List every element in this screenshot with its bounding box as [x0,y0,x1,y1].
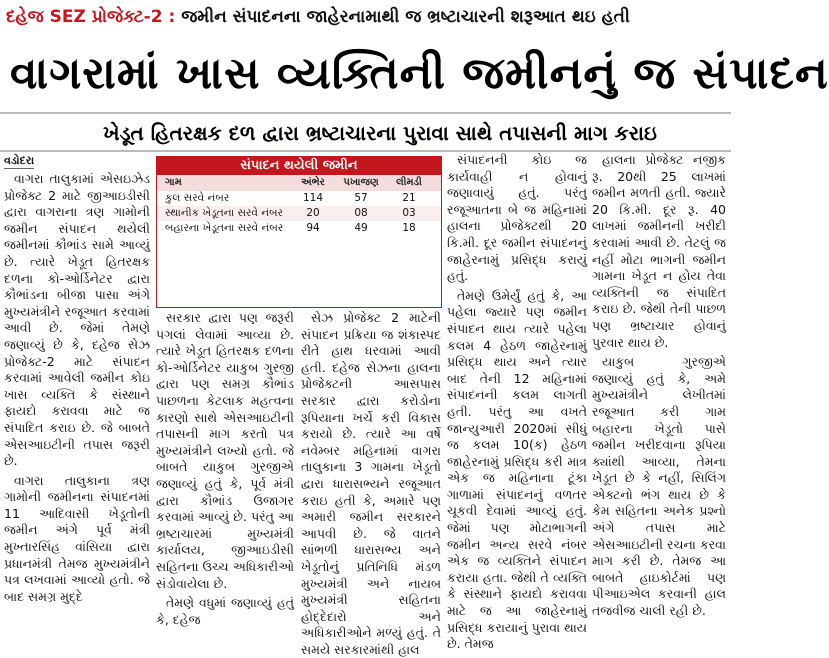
article-column-3 [301,310,441,657]
table-header: ગામ [165,177,182,188]
table-cell: 114 [302,192,324,204]
land-acquisition-table [156,156,442,308]
article-column-4 [447,152,587,652]
table-cell: 21 [402,192,416,204]
kicker-series: દહેજ SEZ પ્રોજેક્ટ-2 : [6,7,176,27]
table-row [157,221,441,236]
headline: વાગરામાં ખાસ વ્યક્તિની જમીનનું જ સંપાદન [10,48,829,99]
table-cell: 49 [354,222,368,234]
paragraph: સંપાદનની કોઇ જ કાર્યવાહી ન હોવાનું જણાવાયું હતું. પરંતુ રજૂઆતના બે જ મહિનામાં હાલના પ્રોજેક્ટથી 20 કિ.મી. દૂર જમીન સંપાદનનું જાહેરનામું પ્રસિદ્ધ કરાયું હતું. [447,152,587,284]
table-cell: 18 [402,222,416,234]
paragraph: વાગરા તાલુકાના ત્રણ ગામોની જમીનના સંપાદનમાં 11 આદિવાસી ખેડૂતોની જમીન અંગે પૂર્વ મંત્રી મુખ્તારસિંહ વાંસિયા દ્વારા પ્રધાનમંત્રી તેમજ મુખ્યમંત્રીને પત્ર લખવામાં આવ્યો હતો. જે બાદ સમગ્ર મુદ્દે [4,472,150,604]
table-cell: બહારના ખેડૂતના સરવે નંબર [165,222,284,234]
paragraph: વાગરા તાલુકામાં એસઇઝેડ પ્રોજેક્ટ 2 માટે જીઆઇડીસી દ્વારા વાગરાના ત્રણ ગામોની જમીન સંપાદન થયેલી જમીનમાં કૌભાંડ સામે આવ્યું છે. ત્યારે ખેડૂત હિતરક્ષક દળના કો-ઓર્ડિનેટર દ્વારા કૌભાંડના બીજા પાસા અંગે મુખ્યમંત્રીને રજૂઆત કરવામાં આવી છે. જેમાં તેમણે જણાવ્યું છે કે, દહેજ સેઝ પ્રોજેક્ટ-2 માટે સંપાદન કરવામાં આવેલી જમીન કોઇ ખાસ વ્યક્તિ કે સંસ્થાને ફાયદો કરાવવા માટે જ સંપાદિત કરાઇ છે. જે બાબતે એસઆઇટીની તપાસ જરૂરી છે. [4,171,150,469]
divider-top [0,112,731,114]
paragraph: તેમણે વધુમાં જણાવ્યું હતું કે, દહેજ [156,595,294,627]
table-header: પખાજણ [343,177,379,188]
kicker-line [6,4,726,30]
paragraph: યાકુબ ગુરજીએ જણાવ્યું હતું કે, અમે મુખ્યમંત્રીને લેખીતમાં રજૂઆત કરી ગામ બહારના ખેડૂતો પાસે જમીન ખરીદવાના રૂપિયા ક્યાંથી આવ્યા, તેમના ખેડૂત છે કે નહીં, સિલિંગ એક્ટનો ભંગ થાય છે કે કેમ સહિતના અનેક પ્રશ્નો અંગે તપાસ માટે એસઆઇટીની રચના કરવા માગ કરી છે. તેમજ આ બાબતે હાઇકોર્ટમાં પણ પીઆઇએલ કરવાની હાલ તજવીજ ચાલી રહી છે. [592,354,726,619]
table-row [157,206,441,221]
kicker-text: જમીન સંપાદનના જાહેરનામાથી જ ભ્રષ્ટાચારની શરૂઆત થઇ હતી [181,7,630,27]
table-cell: સ્થાનીક ખેડૂતના સરવે નંબર [165,207,283,219]
article-column-2 [156,310,294,627]
table-cell: 20 [306,207,320,219]
table-cell: 57 [354,192,368,204]
table-header-row [157,175,441,191]
table-row [157,191,441,206]
table-cell: કુલ સરવે નંબર [165,192,230,204]
table-cell: 03 [402,207,416,219]
article-column-1 [4,152,150,604]
dateline: વડોદરા [4,154,35,167]
table-header: લીમડી [396,177,422,188]
table-header: અંભેર [301,177,325,188]
paragraph: સરકાર દ્વારા પણ જરૂરી પગલાં લેવામાં આવ્યા છે. ત્યારે ખેડૂત હિતરક્ષક દળના કો-ઓર્ડિનેટર યાકુબ ગુરજી દ્વારા પણ સમગ્ર કૌભાંડ પાછળના કેટલાક મહત્વના કારણો સાથે એસઆઇટીની તપાસની માગ કરતો પત્ર મુખ્યમંત્રીને લખ્યો હતો. જે બાબતે યાકુબ ગુરજીએ જણાવ્યું હતું કે, પૂર્વ મંત્રી દ્વારા કૌભાંડ ઉજાગર કરવામાં આવ્યું છે. પરંતુ આ ભ્રષ્ટાચારમાં મુખ્યમંત્રી કાર્યાલય, જીઆઇડીસી સહિતના ઉચ્ચ અધિકારીઓ સંડોવાયેલા છે. [156,310,294,591]
paragraph: હાલના પ્રોજેક્ટ નજીક રૂ. 20થી 25 લાખમાં જમીન મળતી હતી. જ્યારે 20 કિ.મી. દૂર રૂ. 40 લાખમાં જમીનની ખરીદી કરવામાં આવી છે. તેટલું જ નહીં મોટા ભાગની જમીન ગામના ખેડૂત ન હોય તેવા વ્યક્તિની જ સંપાદિત કરાઇ છે. જેથી તેની પાછળ પણ ભ્રષ્ટાચાર હોવાનું પુરવાર થાય છે. [592,152,726,350]
table-cell: 08 [354,207,368,219]
table-cell: 94 [306,222,320,234]
paragraph: તેમણે ઉમેર્યું હતું કે, આ પહેલા જ્યારે પણ જમીન સંપાદન થાય ત્યારે પહેલા કલમ 4 હેઠળ જાહેરનામું પ્રસિદ્ધ થાય અને ત્યાર બાદ તેની 12 મહિનામાં સંપાદનની કલમ લાગતી હતી. પરંતુ આ વખતે જાન્યુઆરી 2020માં સીધું જ કલમ 10(ક) હેઠળ જાહેરનામું પ્રસિદ્ધ કરી માત્ર એક જ મહિનાના ટૂંકા ગાળામાં સંપાદનનું વળતર ચૂકવી દેવામાં આવ્યું હતું. જેમાં પણ મોટાભાગની જમીન અન્ય સરવે નંબર એક જ વ્યક્તિને સંપાદન કરાયા હતા. જેથી તે વ્યક્તિ કે સંસ્થાને ફાયદો કરાવવા માટે જ આ જાહેરનામું પ્રસિદ્ધ કરાયાનું પુરાવા થાય છે. તેમજ [447,287,587,652]
table-title: સંપાદન થયેલી જમીન [157,157,441,175]
subheadline: ખેડૂત હિતરક્ષક દળ દ્વારા ભ્રષ્ટાચારના પુરાવા સાથે તપાસની માગ કરાઇ [103,121,657,145]
article-column-5 [592,152,726,619]
paragraph: સેઝ પ્રોજેક્ટ 2 માટેની સંપાદન પ્રક્રિયા જ શંકાસ્પદ રીતે હાથ ધરવામાં આવી હતી. દહેજ સેઝના હાલના પ્રોજેક્ટની આસપાસ સરકાર દ્વારા કરોડોના રૂપિયાના ખર્ચે કરી વિકાસ કરાયો છે. ત્યારે આ વર્ષે નવેમ્બર મહિનામાં વાગરા તાલુકાના 3 ગામના ખેડૂતો દ્વારા ધારાસભ્યને રજૂઆત કરાઇ હતી કે, અમારે પણ અમારી જમીન સરકારને આપવી છે. જે વાતને સાંભળી ધારાસભ્ય અને ખેડૂતોનું પ્રતિનિધિ મંડળ મુખ્યમંત્રી અને નાયબ મુખ્યમંત્રી સહિતના હોદ્દેદારો અને અધિકારીઓને મળ્યું હતું. તે સમયે સરકારમાંથી હાલ [301,310,441,657]
